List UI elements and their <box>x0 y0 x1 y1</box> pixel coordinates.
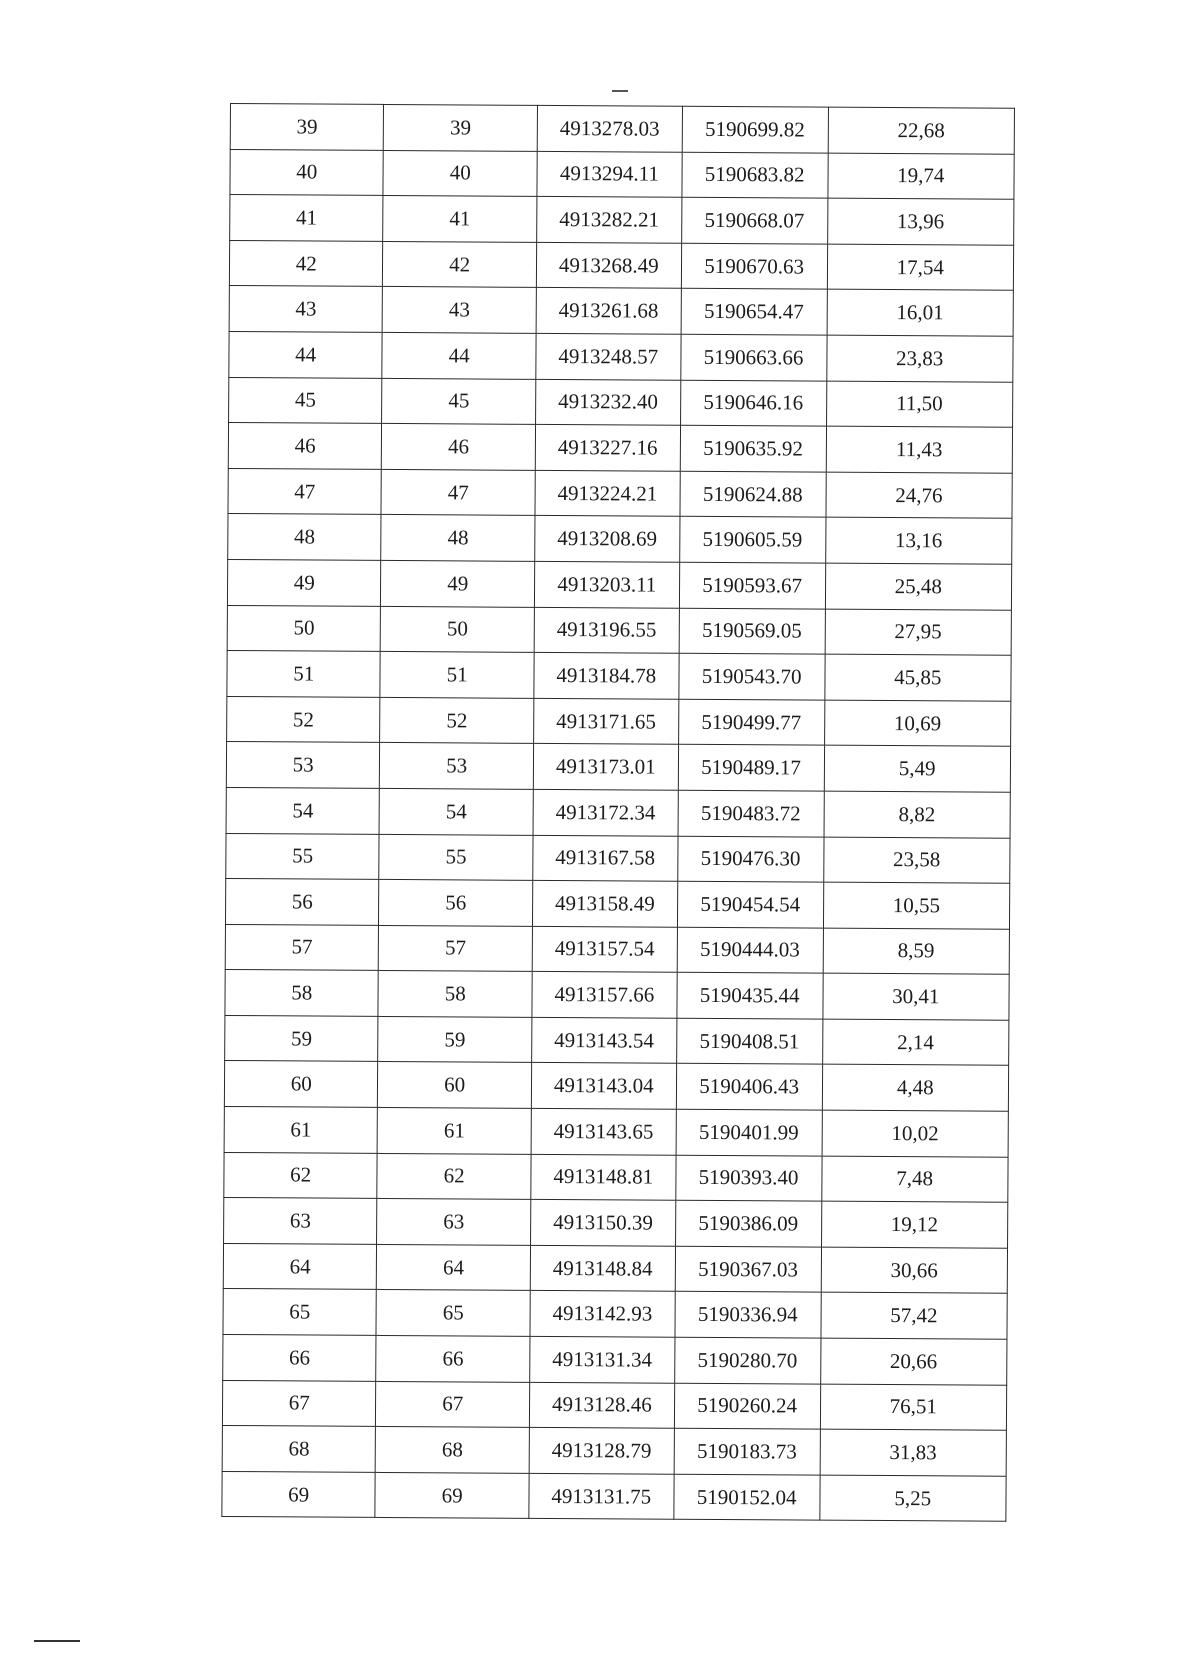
point-number-cell: 69 <box>222 1471 376 1518</box>
distance-cell: 13,96 <box>827 198 1014 245</box>
distance-cell: 30,66 <box>821 1247 1008 1294</box>
boundary-point-cell: 43 <box>383 287 537 334</box>
boundary-point-cell: 64 <box>377 1244 531 1291</box>
point-number-cell: 52 <box>227 696 381 743</box>
boundary-point-cell: 41 <box>383 196 537 243</box>
boundary-point-cell: 49 <box>381 560 535 607</box>
x-coordinate-cell: 4913227.16 <box>535 425 680 471</box>
y-coordinate-cell: 5190499.77 <box>678 699 824 745</box>
point-number-cell: 39 <box>230 104 384 151</box>
coordinates-table-body <box>222 104 1015 1522</box>
point-number-cell: 45 <box>229 377 383 424</box>
distance-cell: 11,43 <box>826 426 1013 473</box>
table-row <box>225 1015 1009 1065</box>
distance-cell: 19,74 <box>827 153 1014 200</box>
y-coordinate-cell: 5190386.09 <box>675 1200 821 1246</box>
distance-cell: 16,01 <box>827 290 1014 337</box>
y-coordinate-cell: 5190183.73 <box>674 1428 820 1474</box>
x-coordinate-cell: 4913143.65 <box>531 1108 676 1154</box>
distance-cell: 24,76 <box>826 472 1013 519</box>
boundary-point-cell: 40 <box>383 150 537 197</box>
footer-rule <box>34 1640 80 1642</box>
distance-cell: 2,14 <box>822 1019 1009 1066</box>
y-coordinate-cell: 5190663.66 <box>681 334 827 380</box>
point-number-cell: 51 <box>227 651 381 698</box>
distance-cell: 57,42 <box>820 1293 1007 1340</box>
table-row <box>227 651 1011 701</box>
distance-cell: 76,51 <box>820 1384 1007 1431</box>
distance-cell: 10,55 <box>823 882 1010 929</box>
table-row <box>222 1471 1006 1521</box>
distance-cell: 13,16 <box>825 517 1012 564</box>
table-row <box>230 195 1014 245</box>
y-coordinate-cell: 5190654.47 <box>681 289 827 335</box>
point-number-cell: 47 <box>228 468 382 515</box>
distance-cell: 4,48 <box>822 1065 1009 1112</box>
x-coordinate-cell: 4913150.39 <box>530 1200 675 1246</box>
y-coordinate-cell: 5190483.72 <box>678 790 824 836</box>
y-coordinate-cell: 5190393.40 <box>676 1155 822 1201</box>
x-coordinate-cell: 4913142.93 <box>530 1291 675 1337</box>
y-coordinate-cell: 5190435.44 <box>677 973 823 1019</box>
x-coordinate-cell: 4913203.11 <box>534 561 679 607</box>
table-row <box>224 1107 1008 1157</box>
point-number-cell: 66 <box>223 1335 377 1382</box>
boundary-point-cell: 69 <box>375 1472 529 1519</box>
distance-cell: 30,41 <box>822 973 1009 1020</box>
x-coordinate-cell: 4913208.69 <box>535 516 680 562</box>
distance-cell: 22,68 <box>828 107 1015 154</box>
x-coordinate-cell: 4913167.58 <box>533 835 678 881</box>
coordinates-table <box>221 103 1015 1522</box>
boundary-point-cell: 44 <box>382 332 536 379</box>
x-coordinate-cell: 4913278.03 <box>537 105 682 151</box>
x-coordinate-cell: 4913224.21 <box>535 470 680 516</box>
table-row <box>229 240 1013 290</box>
x-coordinate-cell: 4913128.46 <box>529 1382 674 1428</box>
point-number-cell: 49 <box>227 559 381 606</box>
table-row <box>227 696 1011 746</box>
x-coordinate-cell: 4913143.54 <box>532 1017 677 1063</box>
table-row <box>222 1426 1006 1476</box>
boundary-point-cell: 59 <box>378 1016 532 1063</box>
table-row <box>225 970 1009 1020</box>
distance-cell: 5,49 <box>824 745 1011 792</box>
point-number-cell: 53 <box>226 742 380 789</box>
point-number-cell: 67 <box>222 1380 376 1427</box>
table-row <box>230 149 1014 199</box>
y-coordinate-cell: 5190336.94 <box>675 1292 821 1338</box>
x-coordinate-cell: 4913261.68 <box>536 288 681 334</box>
boundary-point-cell: 42 <box>383 241 537 288</box>
table-row <box>228 423 1012 473</box>
distance-cell: 8,59 <box>823 928 1010 975</box>
boundary-point-cell: 63 <box>377 1199 531 1246</box>
y-coordinate-cell: 5190605.59 <box>679 517 825 563</box>
point-number-cell: 62 <box>224 1152 378 1199</box>
y-coordinate-cell: 5190624.88 <box>680 471 826 517</box>
x-coordinate-cell: 4913294.11 <box>537 151 682 197</box>
table-row <box>227 605 1011 655</box>
x-coordinate-cell: 4913268.49 <box>536 242 681 288</box>
point-number-cell: 58 <box>225 970 379 1017</box>
top-mark <box>612 90 628 92</box>
y-coordinate-cell: 5190367.03 <box>675 1246 821 1292</box>
table-row <box>227 559 1011 609</box>
table-row <box>225 879 1009 929</box>
point-number-cell: 60 <box>224 1061 378 1108</box>
boundary-point-cell: 55 <box>379 834 533 881</box>
point-number-cell: 63 <box>224 1198 378 1245</box>
boundary-point-cell: 53 <box>380 743 534 790</box>
boundary-point-cell: 39 <box>384 104 538 151</box>
y-coordinate-cell: 5190569.05 <box>679 608 825 654</box>
point-number-cell: 68 <box>222 1426 376 1473</box>
point-number-cell: 57 <box>225 924 379 971</box>
table-row <box>223 1289 1007 1339</box>
point-number-cell: 43 <box>229 286 383 333</box>
point-number-cell: 59 <box>225 1015 379 1062</box>
point-number-cell: 44 <box>229 331 383 378</box>
y-coordinate-cell: 5190401.99 <box>676 1109 822 1155</box>
distance-cell: 11,50 <box>826 381 1013 428</box>
x-coordinate-cell: 4913148.81 <box>531 1154 676 1200</box>
table-row <box>229 377 1013 427</box>
y-coordinate-cell: 5190646.16 <box>680 380 826 426</box>
table-row <box>223 1243 1007 1293</box>
y-coordinate-cell: 5190668.07 <box>681 197 827 243</box>
y-coordinate-cell: 5190280.70 <box>674 1337 820 1383</box>
distance-cell: 31,83 <box>820 1429 1007 1476</box>
x-coordinate-cell: 4913148.84 <box>530 1245 675 1291</box>
boundary-point-cell: 52 <box>380 697 534 744</box>
boundary-point-cell: 54 <box>379 788 533 835</box>
boundary-point-cell: 46 <box>382 424 536 471</box>
x-coordinate-cell: 4913131.75 <box>529 1473 674 1519</box>
distance-cell: 17,54 <box>827 244 1014 291</box>
table-row <box>226 742 1010 792</box>
x-coordinate-cell: 4913171.65 <box>533 698 678 744</box>
boundary-point-cell: 61 <box>378 1107 532 1154</box>
y-coordinate-cell: 5190683.82 <box>682 152 828 198</box>
table-row <box>224 1061 1008 1111</box>
table-row <box>230 104 1014 154</box>
y-coordinate-cell: 5190408.51 <box>676 1018 822 1064</box>
point-number-cell: 50 <box>227 605 381 652</box>
table-row <box>226 787 1010 837</box>
boundary-point-cell: 56 <box>379 880 533 927</box>
boundary-point-cell: 60 <box>378 1062 532 1109</box>
x-coordinate-cell: 4913184.78 <box>534 652 679 698</box>
point-number-cell: 46 <box>228 423 382 470</box>
y-coordinate-cell: 5190476.30 <box>677 836 823 882</box>
point-number-cell: 41 <box>230 195 384 242</box>
boundary-point-cell: 67 <box>376 1381 530 1428</box>
x-coordinate-cell: 4913143.04 <box>531 1063 676 1109</box>
x-coordinate-cell: 4913131.34 <box>530 1336 675 1382</box>
distance-cell: 7,48 <box>821 1156 1008 1203</box>
distance-cell: 5,25 <box>819 1475 1006 1522</box>
point-number-cell: 56 <box>225 879 379 926</box>
table-row <box>225 924 1009 974</box>
x-coordinate-cell: 4913128.79 <box>529 1428 674 1474</box>
table-row <box>228 514 1012 564</box>
boundary-point-cell: 48 <box>381 515 535 562</box>
point-number-cell: 65 <box>223 1289 377 1336</box>
distance-cell: 23,83 <box>826 335 1013 382</box>
x-coordinate-cell: 4913173.01 <box>533 744 678 790</box>
boundary-point-cell: 62 <box>377 1153 531 1200</box>
point-number-cell: 54 <box>226 787 380 834</box>
boundary-point-cell: 47 <box>381 469 535 516</box>
point-number-cell: 42 <box>229 240 383 287</box>
boundary-point-cell: 66 <box>376 1335 530 1382</box>
distance-cell: 10,02 <box>822 1110 1009 1157</box>
x-coordinate-cell: 4913232.40 <box>535 379 680 425</box>
table-row <box>224 1152 1008 1202</box>
boundary-point-cell: 65 <box>376 1290 530 1337</box>
distance-cell: 10,69 <box>824 700 1011 747</box>
y-coordinate-cell: 5190152.04 <box>674 1474 820 1520</box>
y-coordinate-cell: 5190406.43 <box>676 1064 822 1110</box>
point-number-cell: 48 <box>228 514 382 561</box>
y-coordinate-cell: 5190260.24 <box>674 1383 820 1429</box>
y-coordinate-cell: 5190444.03 <box>677 927 823 973</box>
boundary-point-cell: 57 <box>379 925 533 972</box>
x-coordinate-cell: 4913282.21 <box>537 197 682 243</box>
y-coordinate-cell: 5190593.67 <box>679 562 825 608</box>
point-number-cell: 40 <box>230 149 384 196</box>
boundary-point-cell: 58 <box>378 971 532 1018</box>
y-coordinate-cell: 5190489.17 <box>678 745 824 791</box>
y-coordinate-cell: 5190454.54 <box>677 881 823 927</box>
x-coordinate-cell: 4913248.57 <box>536 333 681 379</box>
boundary-point-cell: 68 <box>376 1427 530 1474</box>
y-coordinate-cell: 5190699.82 <box>682 106 828 152</box>
point-number-cell: 64 <box>223 1243 377 1290</box>
distance-cell: 20,66 <box>820 1338 1007 1385</box>
distance-cell: 19,12 <box>821 1201 1008 1248</box>
distance-cell: 45,85 <box>824 654 1011 701</box>
table-row <box>228 468 1012 518</box>
distance-cell: 25,48 <box>825 563 1012 610</box>
distance-cell: 23,58 <box>823 837 1010 884</box>
table-row <box>226 833 1010 883</box>
table-row <box>224 1198 1008 1248</box>
table-row <box>229 331 1013 381</box>
x-coordinate-cell: 4913172.34 <box>533 789 678 835</box>
y-coordinate-cell: 5190635.92 <box>680 425 826 471</box>
x-coordinate-cell: 4913157.66 <box>532 972 677 1018</box>
distance-cell: 8,82 <box>824 791 1011 838</box>
x-coordinate-cell: 4913157.54 <box>532 926 677 972</box>
point-number-cell: 61 <box>224 1107 378 1154</box>
table-row <box>222 1380 1006 1430</box>
table-row <box>223 1335 1007 1385</box>
boundary-point-cell: 50 <box>381 606 535 653</box>
y-coordinate-cell: 5190670.63 <box>681 243 827 289</box>
y-coordinate-cell: 5190543.70 <box>679 653 825 699</box>
boundary-point-cell: 45 <box>382 378 536 425</box>
table-row <box>229 286 1013 336</box>
x-coordinate-cell: 4913158.49 <box>532 880 677 926</box>
distance-cell: 27,95 <box>825 609 1012 656</box>
x-coordinate-cell: 4913196.55 <box>534 607 679 653</box>
point-number-cell: 55 <box>226 833 380 880</box>
boundary-point-cell: 51 <box>380 652 534 699</box>
